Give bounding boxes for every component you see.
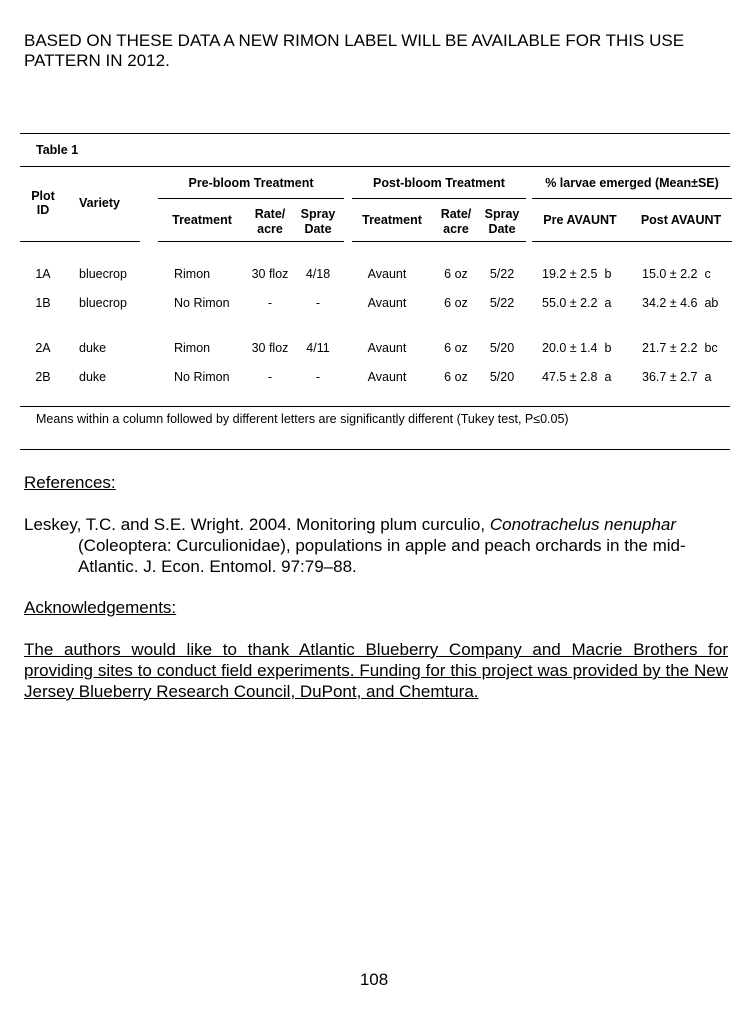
header-post-spray: Spray Date xyxy=(484,207,520,236)
table-bottom-rule xyxy=(20,406,730,407)
header-post-rate: Rate/ acre xyxy=(440,207,472,236)
header-rule-larvae xyxy=(532,241,732,242)
header-larvae: % larvae emerged (Mean±SE) xyxy=(545,176,719,190)
header-rule-left xyxy=(20,241,140,242)
header-pre-bloom: Pre-bloom Treatment xyxy=(188,176,314,190)
header-rule-pre xyxy=(158,241,344,242)
table-footnote: Means within a column followed by different letters are significantly different (Tukey test, P≤0.05) xyxy=(36,412,569,426)
header-post-avaunt: Post AVAUNT xyxy=(640,213,722,227)
header-post-bloom: Post-bloom Treatment xyxy=(373,176,505,190)
page-number: 108 xyxy=(359,970,389,989)
header-pre-treatment: Treatment xyxy=(172,213,232,227)
references-heading: References: xyxy=(24,473,116,492)
header-pre-avaunt: Pre AVAUNT xyxy=(543,213,617,227)
header-pre-rate: Rate/ acre xyxy=(254,207,286,236)
acknowledgements-heading: Acknowledgements: xyxy=(24,598,177,617)
table-title: Table 1 xyxy=(36,143,79,157)
table-top-rule xyxy=(20,133,730,134)
acknowledgements-text: The authors would like to thank Atlantic Blueberry Company and Macrie Brothers for providing sites to conduct field experiments. Funding for this project was provided by the New Jersey Blueberry Research Council, DuPont, and Chemtura. xyxy=(24,640,728,701)
header-plot-id: Plot ID xyxy=(31,189,55,217)
header-pre-spray: Spray Date xyxy=(300,207,336,236)
table-footnote-rule xyxy=(20,449,730,450)
post-bloom-underline xyxy=(352,198,526,199)
header-rule-post xyxy=(352,241,526,242)
larvae-underline xyxy=(532,198,732,199)
reference-entry: Leskey, T.C. and S.E. Wright. 2004. Monitoring plum curculio, Conotrachelus nenuphar (Coleoptera: Curculionidae), populations in apple and peach orchards in the mid-Atlantic. J. Econ. Entomol. 97:79–88. xyxy=(24,515,686,576)
header-post-treatment: Treatment xyxy=(362,213,422,227)
intro-paragraph: BASED ON THESE DATA A NEW RIMON LABEL WILL BE AVAILABLE FOR THIS USE PATTERN IN 2012. xyxy=(24,31,685,70)
table-title-rule xyxy=(20,166,730,167)
header-variety: Variety xyxy=(79,196,121,210)
pre-bloom-underline xyxy=(158,198,344,199)
